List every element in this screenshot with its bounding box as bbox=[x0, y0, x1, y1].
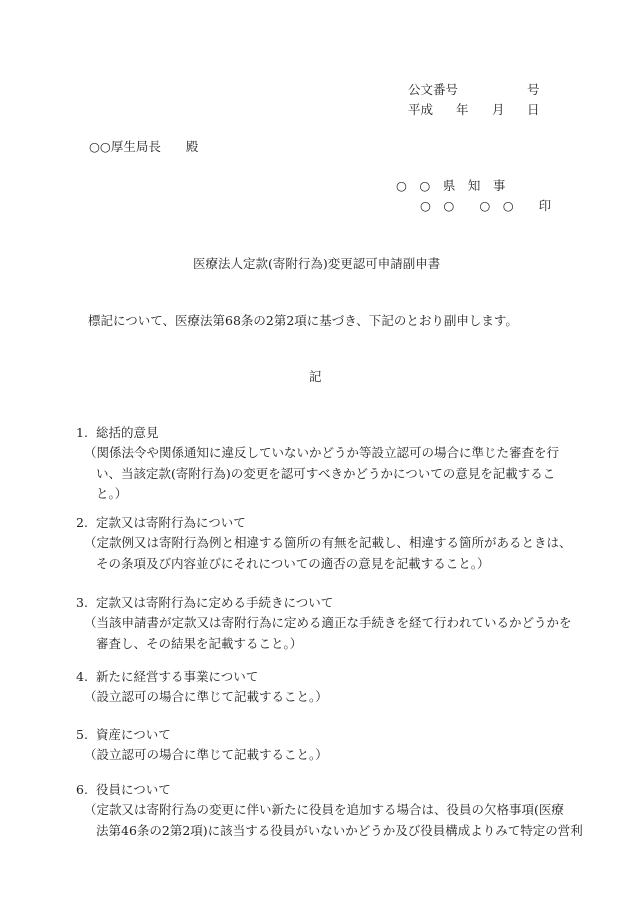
item-number: 2. bbox=[76, 515, 88, 530]
item-description-line: （設立認可の場合に準じて記載すること。） bbox=[84, 689, 328, 704]
item-description bbox=[84, 443, 559, 505]
date-month: 月 bbox=[492, 102, 505, 117]
item-description-line: 審査し、その結果を記載すること。） bbox=[96, 635, 303, 651]
item-heading: 新たに経営する事業について bbox=[96, 669, 259, 684]
date-year: 年 bbox=[456, 102, 469, 117]
item-number: 3. bbox=[76, 595, 88, 610]
doc-number-suffix: 号 bbox=[527, 82, 540, 97]
item-description-line: と。） bbox=[96, 486, 128, 501]
item-description bbox=[84, 745, 328, 766]
date-era: 平成 bbox=[408, 102, 434, 117]
item-description-line: （当該申請書が定款又は寄附行為に定める適正な手続きを経て行われているかどうかを bbox=[84, 615, 572, 630]
item-heading: 資産について bbox=[96, 727, 171, 742]
item-number: 5. bbox=[76, 727, 88, 742]
item-number: 6. bbox=[76, 782, 88, 797]
item-number: 1. bbox=[76, 425, 88, 440]
item-description-line: その条項及び内容並びにそれについての適否の意見を記載すること。） bbox=[96, 555, 490, 571]
addressee: ○○厚生局長 殿 bbox=[89, 139, 199, 154]
item-description-line: い、当該定款(寄附行為)の変更を認可すべきかどうかについての意見を記載するこ bbox=[96, 465, 556, 481]
item-description-line: （定款例又は寄附行為例と相違する箇所の有無を記載し、相違する箇所があるときは、 bbox=[84, 535, 572, 550]
sender-name-seal: ○ ○ ○ ○ 印 bbox=[420, 198, 552, 213]
item-heading: 定款又は寄附行為に定める手続きについて bbox=[96, 595, 334, 610]
date-day: 日 bbox=[527, 102, 540, 117]
item-description bbox=[84, 687, 328, 708]
ki-heading: 記 bbox=[309, 369, 322, 384]
item-description bbox=[84, 533, 572, 574]
item-description-line: （関係法令や関係通知に違反していないかどうか等設立認可の場合に準じた審査を行 bbox=[84, 445, 560, 460]
sender-title: ○ ○ 県 知 事 bbox=[396, 178, 506, 193]
item-description-line: （設立認可の場合に準じて記載すること。） bbox=[84, 747, 328, 762]
item-description-line: （定款又は寄附行為の変更に伴い新たに役員を追加する場合は、役員の欠格事項(医療 bbox=[84, 802, 564, 817]
body-text: 標記について、医療法第68条の2第2項に基づき、下記のとおり副申します。 bbox=[88, 313, 518, 328]
item-description bbox=[84, 613, 572, 654]
doc-number-label: 公文番号 bbox=[408, 82, 459, 97]
item-heading: 役員について bbox=[96, 782, 171, 797]
item-heading: 総括的意見 bbox=[96, 425, 159, 440]
item-number: 4. bbox=[76, 669, 88, 684]
item-heading: 定款又は寄附行為について bbox=[96, 515, 246, 530]
item-description bbox=[84, 800, 583, 841]
item-description-line: 法第46条の2第2項)に該当する役員がいないかどうか及び役員構成よりみて特定の営利 bbox=[96, 822, 583, 838]
document-title: 医療法人定款(寄附行為)変更認可申請副申書 bbox=[193, 256, 441, 271]
